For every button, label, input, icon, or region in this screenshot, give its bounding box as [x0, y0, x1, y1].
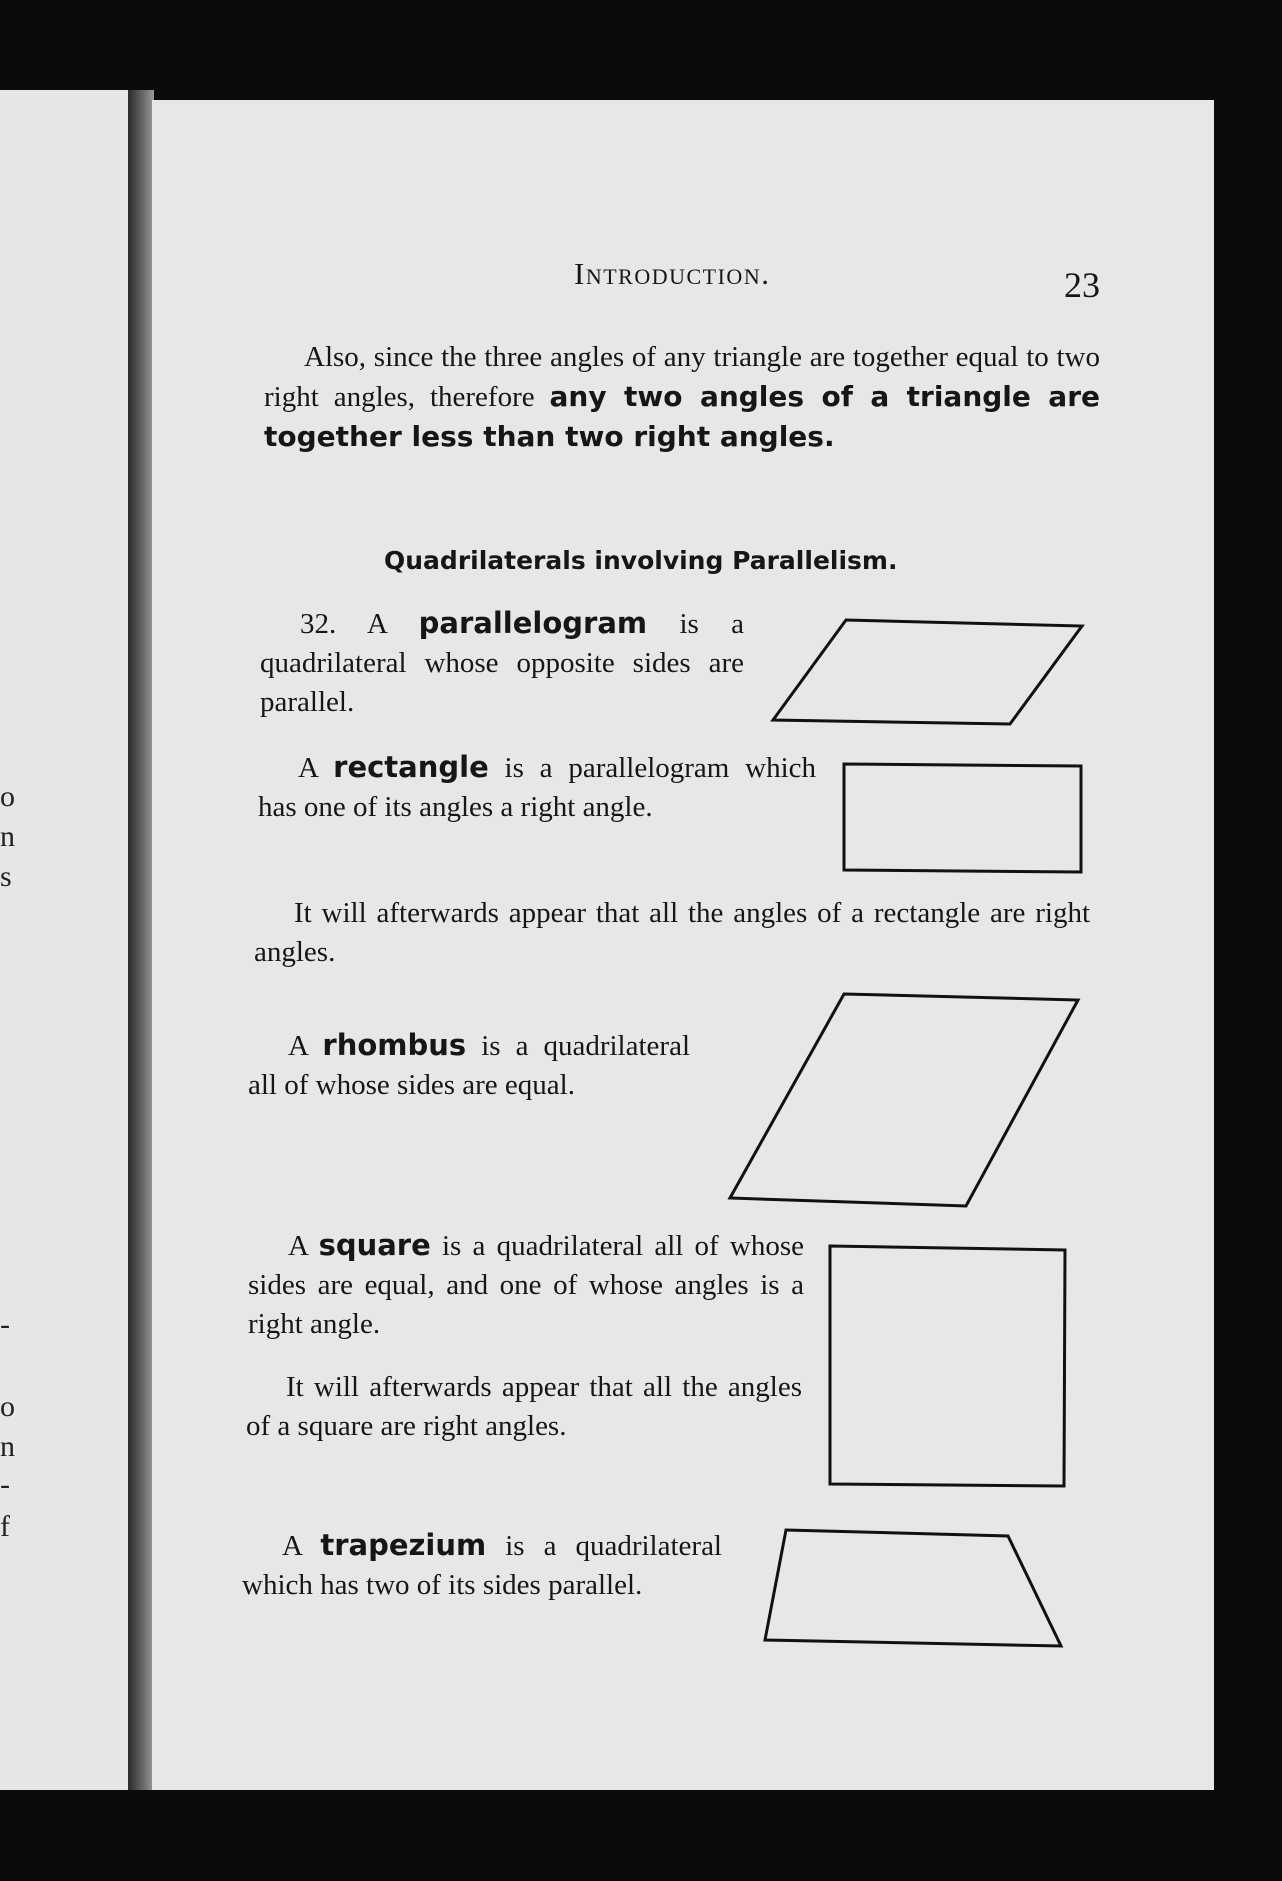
term-rhombus: rhombus: [322, 1028, 467, 1062]
running-title: Introduction.: [574, 256, 771, 291]
trapezium-diagram: [762, 1526, 1064, 1648]
left-page-fragment: -: [0, 1308, 10, 1341]
definition-article: A: [298, 752, 334, 784]
intro-paragraph: [264, 338, 1100, 457]
left-page-fragment: o: [0, 780, 15, 813]
definition-text: is a quadrilateral all of whose sides are equal, and one of whose angles is a right angle.: [248, 1230, 805, 1340]
parallelogram-figure: [770, 618, 1086, 726]
definition-rhombus: [248, 1026, 690, 1105]
definition-parallelogram: [260, 604, 744, 722]
rectangle-figure: [842, 762, 1084, 874]
rhombus-diagram: [728, 992, 1082, 1208]
left-page-fragment: f: [0, 1510, 10, 1543]
definition-trapezium: [242, 1526, 722, 1605]
parallelogram-diagram: [770, 618, 1086, 726]
rectangle-diagram: [842, 762, 1084, 874]
definition-rectangle: [258, 748, 816, 827]
square-note: It will afterwards appear that all the angles of a square are right angles.: [246, 1371, 802, 1442]
definition-article: A: [288, 1230, 319, 1262]
definition-article: A: [288, 1030, 323, 1062]
definition-text: is a quadrilateral whose opposite sides are parallel.: [260, 608, 744, 718]
definition-text: is a quadrilateral all of whose sides are equal.: [248, 1030, 691, 1101]
term-trapezium: trapezium: [320, 1528, 487, 1562]
rhombus-figure: [728, 992, 1082, 1208]
square-diagram: [828, 1244, 1068, 1488]
intro-plain-text: Also, since the three angles of any triangle are together equal to two right angles, therefore: [264, 341, 1100, 413]
intro-emphasis-text: any two angles of a triangle are together less than two right angles.: [264, 380, 1100, 453]
book-spine-shadow: [128, 90, 154, 1790]
definition-text: is a parallelogram which has one of its angles a right angle.: [258, 752, 817, 823]
term-parallelogram: parallelogram: [418, 606, 648, 640]
term-rectangle: rectangle: [333, 750, 489, 784]
trapezium-figure: [762, 1526, 1064, 1648]
left-page-fragment: n: [0, 820, 15, 853]
definition-article: A: [282, 1530, 321, 1562]
definition-text: is a quadrilateral which has two of its sides parallel.: [242, 1530, 722, 1601]
left-page-fragment: s: [0, 860, 12, 893]
definition-number: 32. A: [300, 608, 419, 640]
rectangle-shape: [844, 764, 1081, 872]
page-number: 23: [1064, 265, 1100, 305]
left-page-fragment: n: [0, 1430, 15, 1463]
rhombus-shape: [730, 994, 1078, 1206]
left-page-fragment: -: [0, 1468, 10, 1501]
trapezium-shape: [765, 1530, 1061, 1646]
term-square: square: [318, 1228, 431, 1262]
parallelogram-shape: [773, 620, 1082, 724]
rectangle-note: It will afterwards appear that all the angles of a rectangle are right angles.: [254, 897, 1090, 968]
definition-square: [248, 1226, 804, 1344]
left-page-fragment: o: [0, 1390, 15, 1423]
square-shape: [830, 1246, 1065, 1486]
square-figure: [828, 1244, 1068, 1488]
section-heading: Quadrilaterals involving Parallelism.: [384, 546, 898, 575]
